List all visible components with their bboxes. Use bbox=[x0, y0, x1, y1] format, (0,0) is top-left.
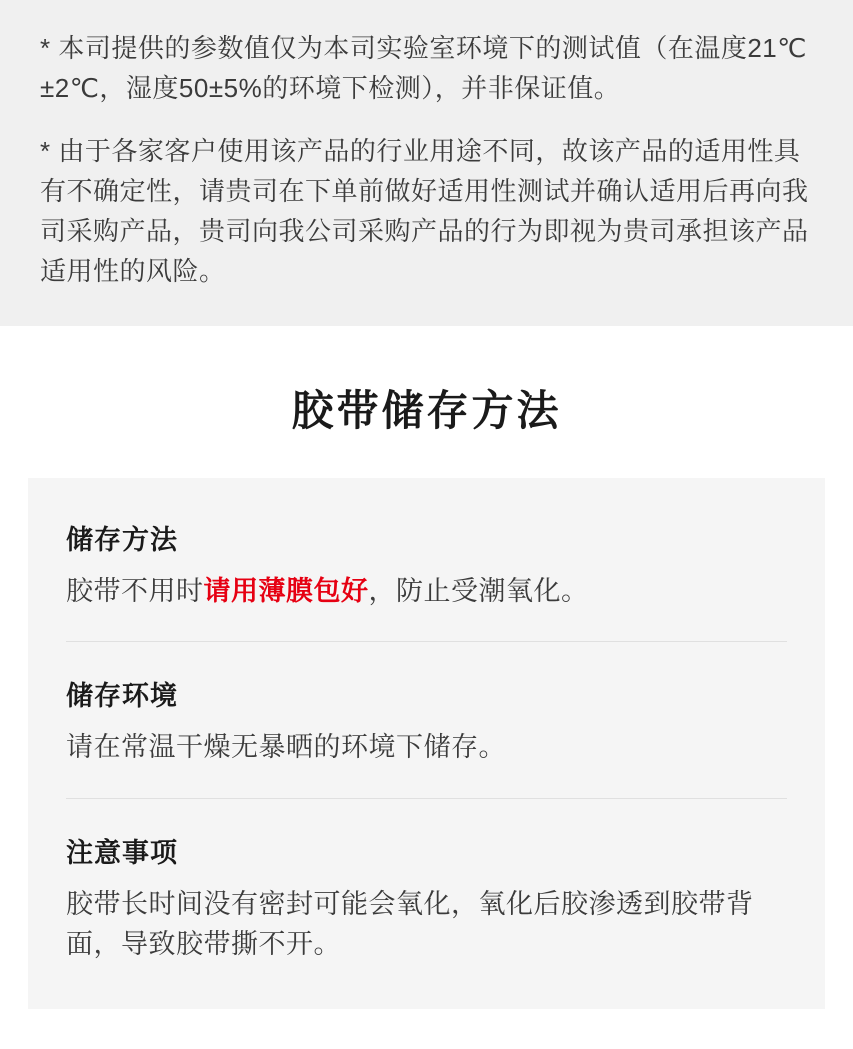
storage-card bbox=[28, 478, 825, 1009]
disclaimer-note-1: * 本司提供的参数值仅为本司实验室环境下的测试值（在温度21℃±2℃，湿度50±5%的环境下检测），并非保证值。 bbox=[40, 33, 807, 104]
storage-entry-body bbox=[66, 571, 787, 612]
storage-entry-title: 储存方法 bbox=[66, 524, 178, 555]
disclaimer-panel bbox=[0, 0, 853, 326]
storage-entry bbox=[66, 798, 787, 965]
storage-entry bbox=[66, 641, 787, 768]
storage-entry-text-before: 胶带长时间没有密封可能会氧化，氧化后胶渗透到胶带背面，导致胶带撕不开。 bbox=[66, 888, 754, 960]
disclaimer-note-2: * 由于各家客户使用该产品的行业用途不同，故该产品的适用性具有不确定性，请贵司在下单前做好适用性测试并确认适用后再向我司采购产品，贵司向我公司采购产品的行为即视为贵司承担该产品适用性的风险。 bbox=[40, 135, 809, 287]
section-title: 胶带储存方法 bbox=[291, 386, 562, 434]
storage-entry-title: 储存环境 bbox=[66, 681, 178, 712]
storage-entry-text-before: 胶带不用时 bbox=[66, 575, 204, 606]
storage-entry-text-before: 请在常温干燥无暴晒的环境下储存。 bbox=[66, 732, 506, 763]
storage-entry-highlight: 请用薄膜包好 bbox=[203, 575, 369, 606]
storage-entry-text-after: ，防止受潮氧化。 bbox=[368, 575, 589, 606]
storage-entry-body bbox=[66, 884, 787, 965]
storage-entry bbox=[66, 518, 787, 612]
storage-entry-body bbox=[66, 727, 787, 768]
storage-entry-title: 注意事项 bbox=[66, 837, 178, 868]
